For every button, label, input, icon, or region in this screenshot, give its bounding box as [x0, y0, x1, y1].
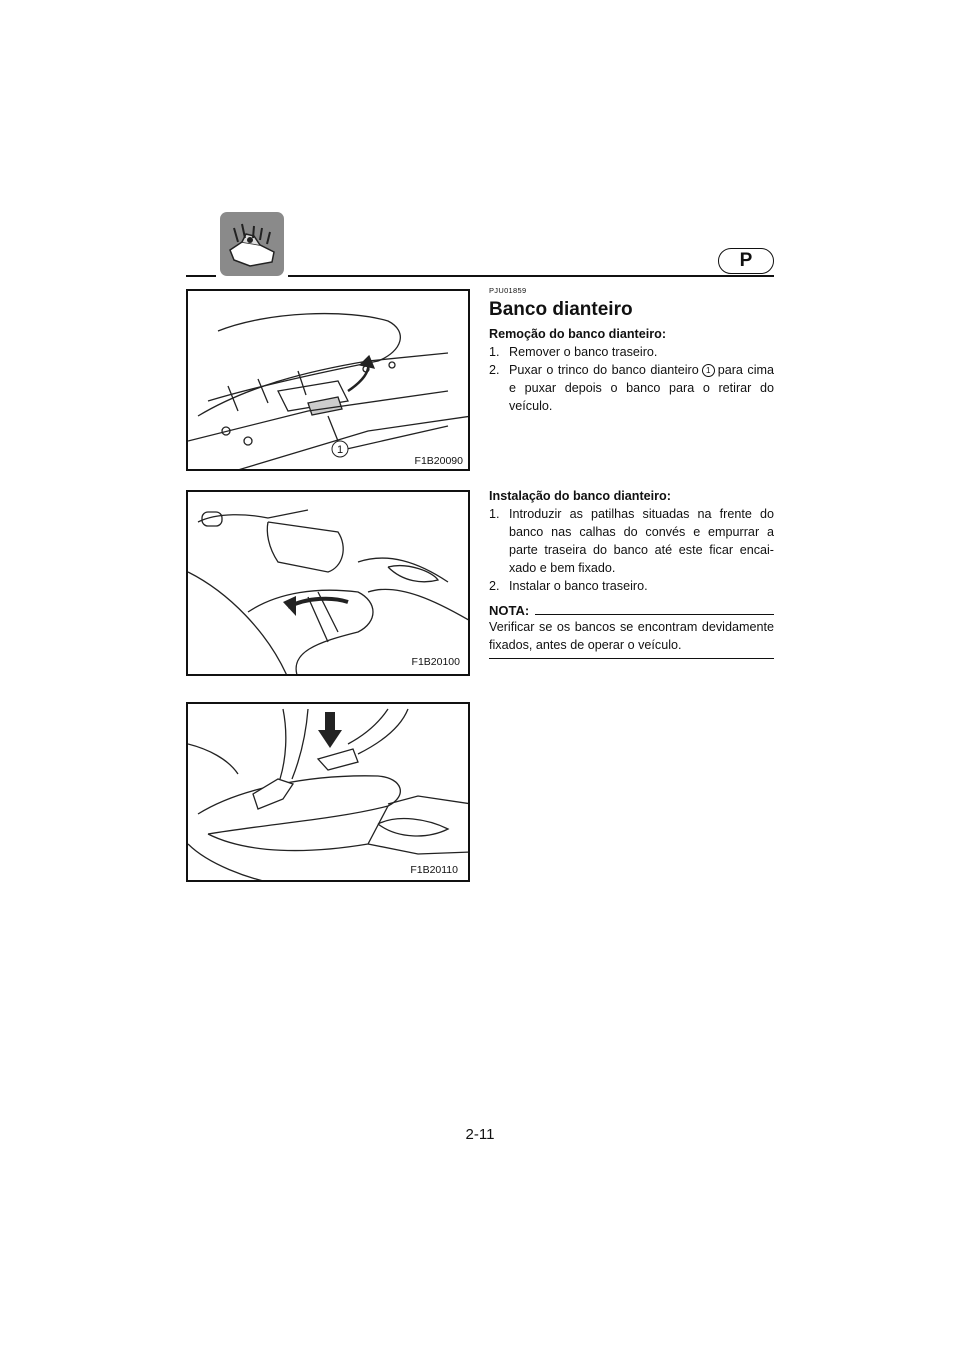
install-step-2: 2. Instalar o banco traseiro. [489, 579, 648, 593]
figure-seat-install [186, 490, 470, 676]
section-title: Banco dianteiro [489, 299, 633, 320]
jet-ski-icon [220, 212, 284, 276]
figure-code: F1B20090 [414, 455, 463, 467]
removal-step-2: 2. Puxar o trinco do banco dianteiro 1 para cima e puxar depois o banco para o retirar do veículo. [489, 363, 775, 413]
note-text: Verificar se os bancos se encontram devidamente fixados, antes de operar o veículo. [489, 618, 774, 659]
header-rule-right [288, 275, 774, 277]
callout-1: 1 [336, 444, 344, 456]
section-removal [489, 286, 774, 415]
figure-seat-latch [186, 289, 470, 471]
note-header [489, 603, 774, 618]
figure-code: F1B20110 [410, 864, 458, 876]
chapter-icon [220, 212, 284, 276]
language-badge: P [718, 248, 774, 274]
ref-callout: 1 [702, 364, 715, 377]
install-step-1: 1. Introduzir as patilhas situadas na frente do banco nas calhas do convés e empurrar a parte traseira do banco até este ficar encai-xado e bem fixado. [489, 507, 774, 575]
header-rule-left [186, 275, 216, 277]
removal-step-1: 1. Remover o banco traseiro. [489, 345, 658, 359]
figure-seat-press [186, 702, 470, 882]
doc-code: PJU01859 [489, 286, 527, 295]
section-install [489, 489, 774, 659]
note-rule [535, 614, 774, 615]
page-number: 2-11 [465, 1126, 495, 1143]
removal-heading: Remoção do banco dianteiro: [489, 327, 667, 341]
install-heading: Instalação do banco dianteiro: [489, 489, 671, 503]
note-label: NOTA: [489, 603, 530, 618]
figure-code: F1B20100 [411, 656, 460, 668]
